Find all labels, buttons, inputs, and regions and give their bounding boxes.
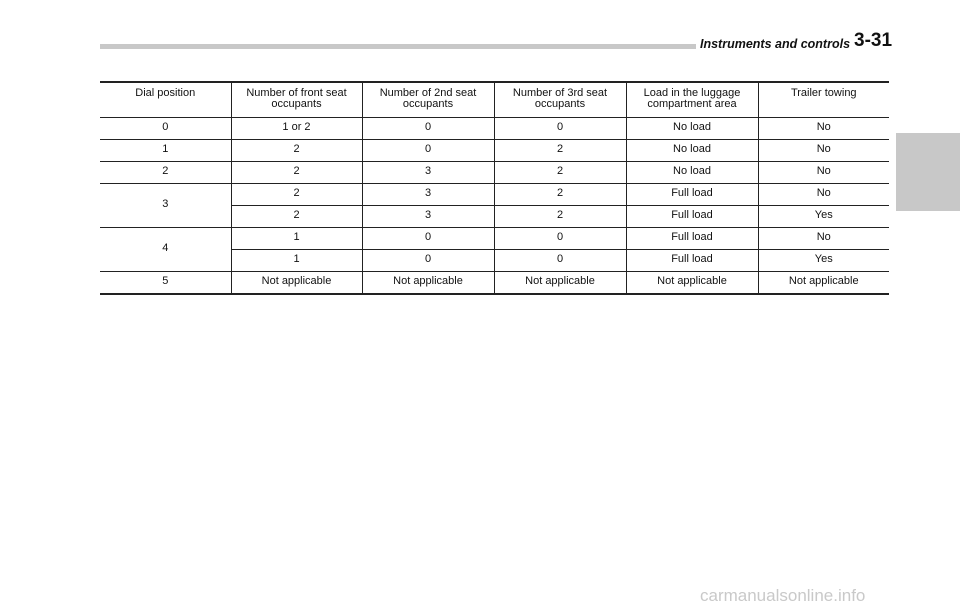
table-row: [100, 228, 889, 250]
section-title: Instruments and controls: [700, 37, 851, 51]
table-row: [100, 118, 889, 140]
cell-luggage-load: Full load: [626, 206, 758, 228]
cell-second-seat: Not applicable: [362, 272, 494, 295]
header-3rd-seat: Number of 3rd seat occupants: [494, 82, 626, 118]
cell-third-seat: Not applicable: [494, 272, 626, 295]
cell-luggage-load: Full load: [626, 250, 758, 272]
chapter-thumb-tab: [896, 133, 960, 211]
header-trailer-towing: Trailer towing: [758, 82, 889, 118]
cell-third-seat: 2: [494, 140, 626, 162]
cell-luggage-load: No load: [626, 162, 758, 184]
table-body: [100, 118, 889, 295]
cell-front-seat: 2: [231, 140, 362, 162]
table-row: [100, 162, 889, 184]
cell-front-seat: 2: [231, 184, 362, 206]
cell-trailer-towing: No: [758, 162, 889, 184]
cell-front-seat: 1: [231, 250, 362, 272]
cell-trailer-towing: Yes: [758, 250, 889, 272]
cell-luggage-load: No load: [626, 118, 758, 140]
cell-luggage-load: Full load: [626, 184, 758, 206]
cell-front-seat: 2: [231, 206, 362, 228]
cell-dial-position: 3: [100, 184, 231, 228]
table-row: [100, 272, 889, 295]
table-header-row: [100, 82, 889, 118]
cell-front-seat: 1: [231, 228, 362, 250]
cell-front-seat: 2: [231, 162, 362, 184]
header-rule: [100, 44, 696, 49]
header-front-seat: Number of front seat occupants: [231, 82, 362, 118]
cell-second-seat: 3: [362, 206, 494, 228]
cell-third-seat: 0: [494, 250, 626, 272]
cell-front-seat: Not applicable: [231, 272, 362, 295]
cell-luggage-load: Full load: [626, 228, 758, 250]
cell-dial-position: 2: [100, 162, 231, 184]
cell-trailer-towing: No: [758, 184, 889, 206]
table-row: [100, 140, 889, 162]
cell-luggage-load: No load: [626, 140, 758, 162]
load-setting-table: [100, 81, 889, 295]
header-2nd-seat: Number of 2nd seat occupants: [362, 82, 494, 118]
cell-second-seat: 0: [362, 250, 494, 272]
cell-second-seat: 0: [362, 140, 494, 162]
table-row: [100, 184, 889, 206]
cell-trailer-towing: No: [758, 118, 889, 140]
header-dial-position: Dial position: [100, 82, 231, 118]
cell-trailer-towing: Yes: [758, 206, 889, 228]
cell-front-seat: 1 or 2: [231, 118, 362, 140]
cell-luggage-load: Not applicable: [626, 272, 758, 295]
cell-dial-position: 4: [100, 228, 231, 272]
cell-dial-position: 1: [100, 140, 231, 162]
cell-second-seat: 3: [362, 162, 494, 184]
cell-trailer-towing: No: [758, 228, 889, 250]
cell-third-seat: 0: [494, 118, 626, 140]
page-number: 3-31: [854, 30, 893, 51]
cell-trailer-towing: Not applicable: [758, 272, 889, 295]
cell-third-seat: 2: [494, 162, 626, 184]
cell-second-seat: 3: [362, 184, 494, 206]
cell-third-seat: 2: [494, 184, 626, 206]
cell-dial-position: 5: [100, 272, 231, 295]
cell-third-seat: 0: [494, 228, 626, 250]
cell-second-seat: 0: [362, 118, 494, 140]
watermark-text: carmanualsonline.info: [700, 586, 866, 605]
load-table-container: [100, 81, 889, 295]
cell-third-seat: 2: [494, 206, 626, 228]
cell-second-seat: 0: [362, 228, 494, 250]
cell-trailer-towing: No: [758, 140, 889, 162]
cell-dial-position: 0: [100, 118, 231, 140]
header-luggage-load: Load in the luggage compartment area: [626, 82, 758, 118]
